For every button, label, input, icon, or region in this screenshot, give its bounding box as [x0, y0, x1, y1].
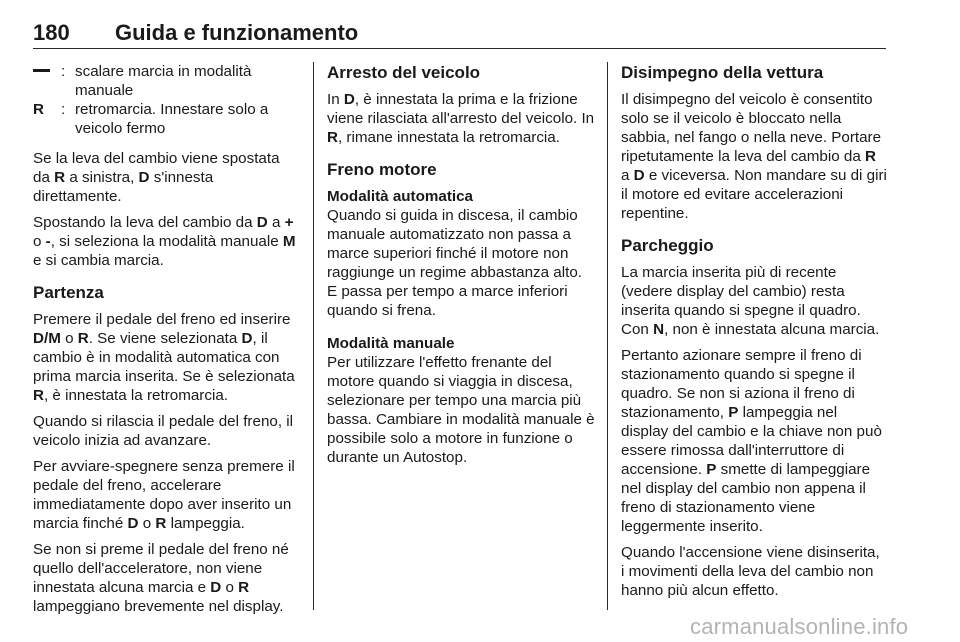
column-divider-2: [607, 62, 608, 610]
section-heading-disimpegno: Disimpegno della vettura: [621, 63, 824, 82]
column-divider-1: [313, 62, 314, 610]
minus-symbol: [33, 62, 61, 81]
paragraph: Quando si rilascia il pedale del freno, il veicolo inizia ad avanzare.: [33, 413, 294, 449]
minus-dash-icon: [33, 69, 50, 72]
subheading-modalita-automatica: Modalità automatica: [327, 188, 473, 205]
section-heading-arresto: Arresto del veicolo: [327, 63, 481, 82]
paragraph: Se la leva del cambio viene spostata da R a sinistra, D s'innesta direttamente.: [33, 150, 280, 205]
section-heading-freno-motore: Freno motore: [327, 160, 437, 179]
paragraph: Quando si guida in discesa, il cambio manuale automatizzato non passa a marce superiori finché il motore non raggiunge un regime abbastanza alto. E passa per tempo a marce inferiori quando si frena.: [327, 207, 582, 319]
paragraph: Se non si preme il pedale del freno né quello dell'acceleratore, non viene innestata alcuna marcia e D o R lampeggiano brevemente nel display.: [33, 541, 289, 615]
paragraph: In D, è innestata la prima e la frizione viene rilasciata all'arresto del veicolo. In R, rimane innestata la retromarcia.: [327, 91, 595, 146]
paragraph: Spostando la leva del cambio da D a + o -, si seleziona la modalità manuale M e si cambia marcia.: [33, 214, 296, 269]
minus-description: scalare marcia in modalità manuale: [75, 63, 252, 99]
page-number: 180: [33, 20, 70, 45]
page-header: [33, 14, 886, 49]
page-title: Guida e funzionamento: [115, 20, 359, 45]
section-heading-parcheggio: Parcheggio: [621, 236, 714, 255]
subheading-modalita-manuale: Modalità manuale: [327, 335, 455, 352]
column-2: [327, 62, 595, 474]
column-3: [621, 62, 887, 607]
definition-minus: : scalare marcia in modalità manuale: [33, 62, 298, 100]
paragraph: Quando l'accensione viene disinserita, i movimenti della leva del cambio non hanno più alcun effetto.: [621, 544, 880, 599]
paragraph: La marcia inserita più di recente (vedere display del cambio) resta inserita quando si spegne il quadro. Con N, non è innestata alcuna marcia.: [621, 264, 880, 338]
paragraph: Per utilizzare l'effetto frenante del motore quando si viaggia in discesa, selezionare per tempo una marcia più bassa. Cambiare in modalità manuale è possibile solo a motore in funzione o durante un Autostop.: [327, 354, 595, 466]
paragraph: Il disimpegno del veicolo è consentito solo se il veicolo è bloccato nella sabbia, nel fango o nella neve. Portare ripetutamente la leva del cambio da R a D e viceversa. Non mandare su di giri il motore ed evitare accelerazioni repentine.: [621, 91, 887, 222]
watermark: carmanualsonline.info: [690, 614, 909, 639]
column-1: [33, 62, 298, 623]
r-description: retromarcia. Innestare solo a veicolo fermo: [75, 101, 269, 137]
section-heading-partenza: Partenza: [33, 283, 104, 302]
definition-r: R : retromarcia. Innestare solo a veicolo fermo: [33, 100, 298, 138]
r-term: R: [33, 101, 44, 118]
paragraph: Premere il pedale del freno ed inserire D/M o R. Se viene selezionata D, il cambio è in modalità automatica con prima marcia inserita. Se è selezionata R, è innestata la retromarcia.: [33, 311, 295, 404]
paragraph: Per avviare-spegnere senza premere il pedale del freno, accelerare immediatamente dopo aver inserito un marcia finché D o R lampeggia.: [33, 458, 295, 532]
paragraph: Pertanto azionare sempre il freno di stazionamento quando si spegne il quadro. Se non si aziona il freno di stazionamento, P lampeggia nel display del cambio e la chiave non può essere rimossa dall'interruttore di accensione. P smette di lampeggiare nel display del cambio non appena il freno di stazionamento viene leggermente inserito.: [621, 347, 882, 535]
